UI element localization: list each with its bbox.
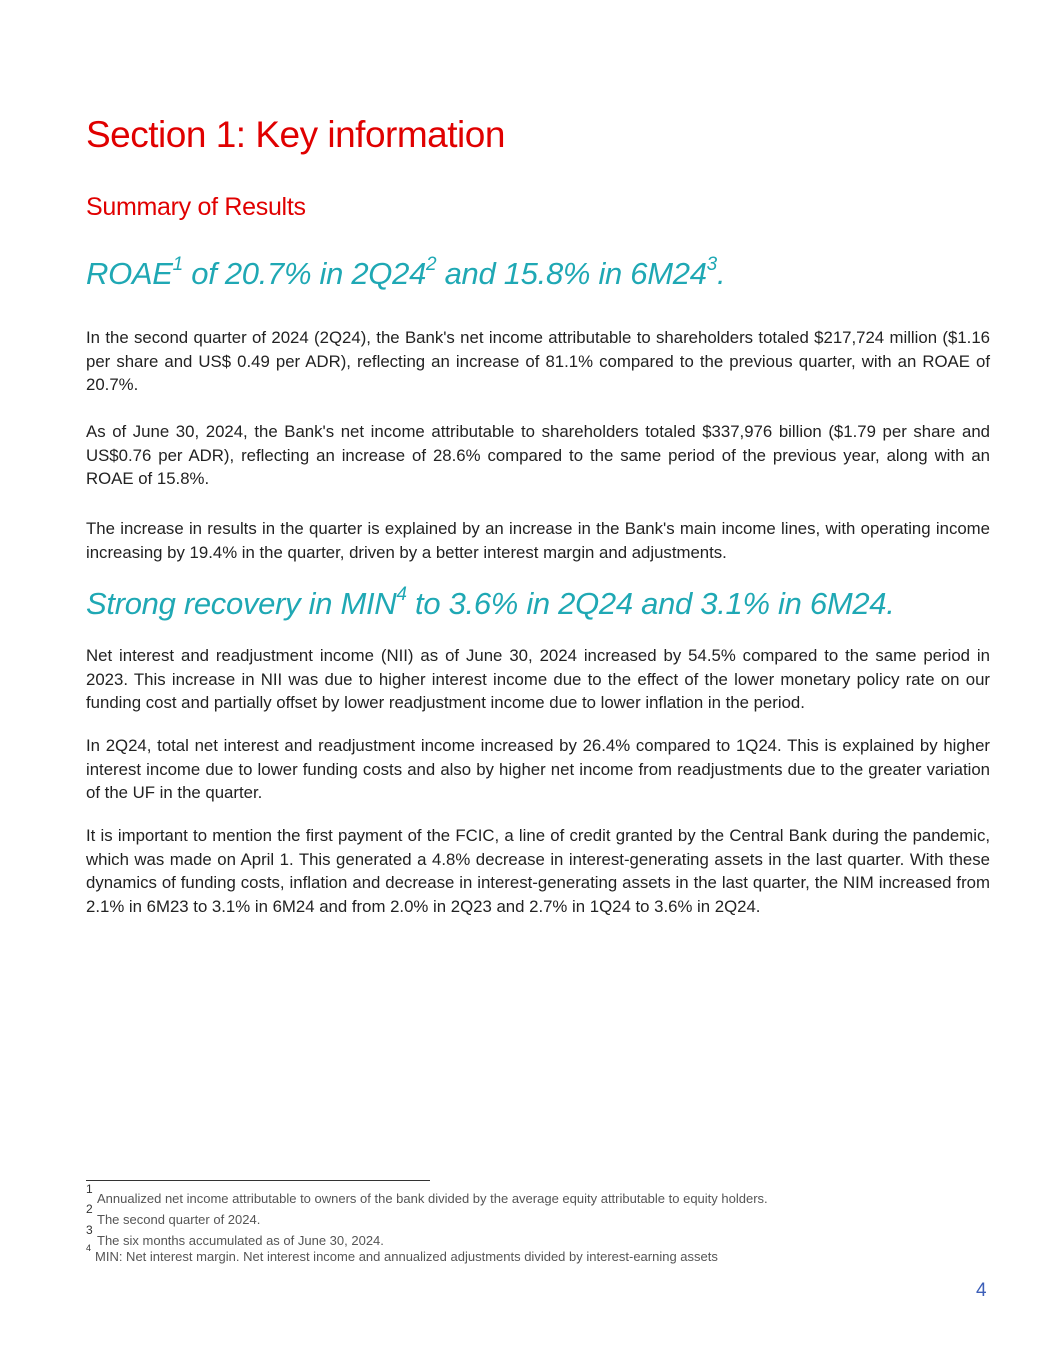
headline-min-part-b: to 3.6% in 2Q24 and 3.1% in 6M24. (406, 586, 895, 621)
footnote-4-num: 4 (86, 1243, 92, 1253)
headline-roae-part-b: of 20.7% in 2Q24 (182, 256, 427, 291)
headline-roae-part-d: . (716, 256, 726, 291)
footnote-2-number (86, 1201, 97, 1216)
footnote-1-text: Annualized net income attributable to owners of the bank divided by the average equity attributable to equity holders. (97, 1191, 768, 1206)
headline-roae (86, 256, 725, 292)
footnote-1-num: 1 (86, 1182, 93, 1196)
summary-title: Summary of Results (86, 193, 306, 221)
footnote-ref-1: 1 (172, 254, 183, 275)
footnote-3-number (86, 1222, 97, 1237)
paragraph-results-increase: The increase in results in the quarter is explained by an increase in the Bank's main income lines, with operating income increasing by 19.4% in the quarter, driven by a better interest margin and adjustments. (86, 519, 990, 562)
footnote-ref-3: 3 (706, 254, 717, 275)
footnote-3-text: The six months accumulated as of June 30, 2024. (97, 1233, 384, 1248)
footnote-3-num: 3 (86, 1223, 93, 1237)
footnote-4-text: MIN: Net interest margin. Net interest income and annualized adjustments divided by interest-earning assets (95, 1249, 718, 1264)
headline-roae-part-c: and 15.8% in 6M24 (436, 256, 707, 291)
footnote-ref-2: 2 (426, 254, 437, 275)
paragraph-fcic: It is important to mention the first payment of the FCIC, a line of credit granted by the Central Bank during the pandemic, which was made on April 1. This generated a 4.8% decrease in interest-generating assets in the last quarter. With these dynamics of funding costs, inflation and decrease in interest-generating assets in the last quarter, the NIM increased from 2.1% in 6M23 to 3.1% in 6M24 and from 2.0% in 2Q23 and 2.7% in 1Q24 to 3.6% in 2Q24. (86, 826, 990, 916)
page-number: 4 (976, 1280, 987, 1301)
section-title: Section 1: Key information (86, 114, 505, 155)
paragraph-nii-2q24: In 2Q24, total net interest and readjustment income increased by 26.4% compared to 1Q24. This is explained by higher interest income due to lower funding costs and also by higher net income from readjustments due to the greater variation of the UF in the quarter. (86, 736, 990, 802)
paragraph-nii-6m24: Net interest and readjustment income (NII) as of June 30, 2024 increased by 54.5% compared to the same period in 2023. This increase in NII was due to higher interest income due to the effect of the lower monetary policy rate on our funding cost and partially offset by lower readjustment income due to lower inflation in the period. (86, 646, 990, 712)
footnote-divider (86, 1180, 430, 1181)
paragraph-6m24-net-income: As of June 30, 2024, the Bank's net income attributable to shareholders totaled $337,976 billion ($1.79 per share and US$0.76 per ADR), reflecting an increase of 28.6% compared to the same period of the previous year, along with an ROAE of 15.8%. (86, 422, 990, 488)
headline-roae-part-a: ROAE (86, 256, 173, 291)
footnote-2-num: 2 (86, 1202, 93, 1216)
footnote-1-number (86, 1181, 97, 1196)
paragraph-2q24-net-income: In the second quarter of 2024 (2Q24), the Bank's net income attributable to shareholders totaled $217,724 million ($1.16 per share and US$ 0.49 per ADR), reflecting an increase of 81.1% compared to the previous quarter, with an ROAE of 20.7%. (86, 328, 990, 394)
headline-min-part-a: Strong recovery in MIN (86, 586, 397, 621)
footnote-ref-4: 4 (396, 584, 407, 605)
footnote-2-text: The second quarter of 2024. (97, 1212, 261, 1227)
headline-min (86, 586, 895, 622)
